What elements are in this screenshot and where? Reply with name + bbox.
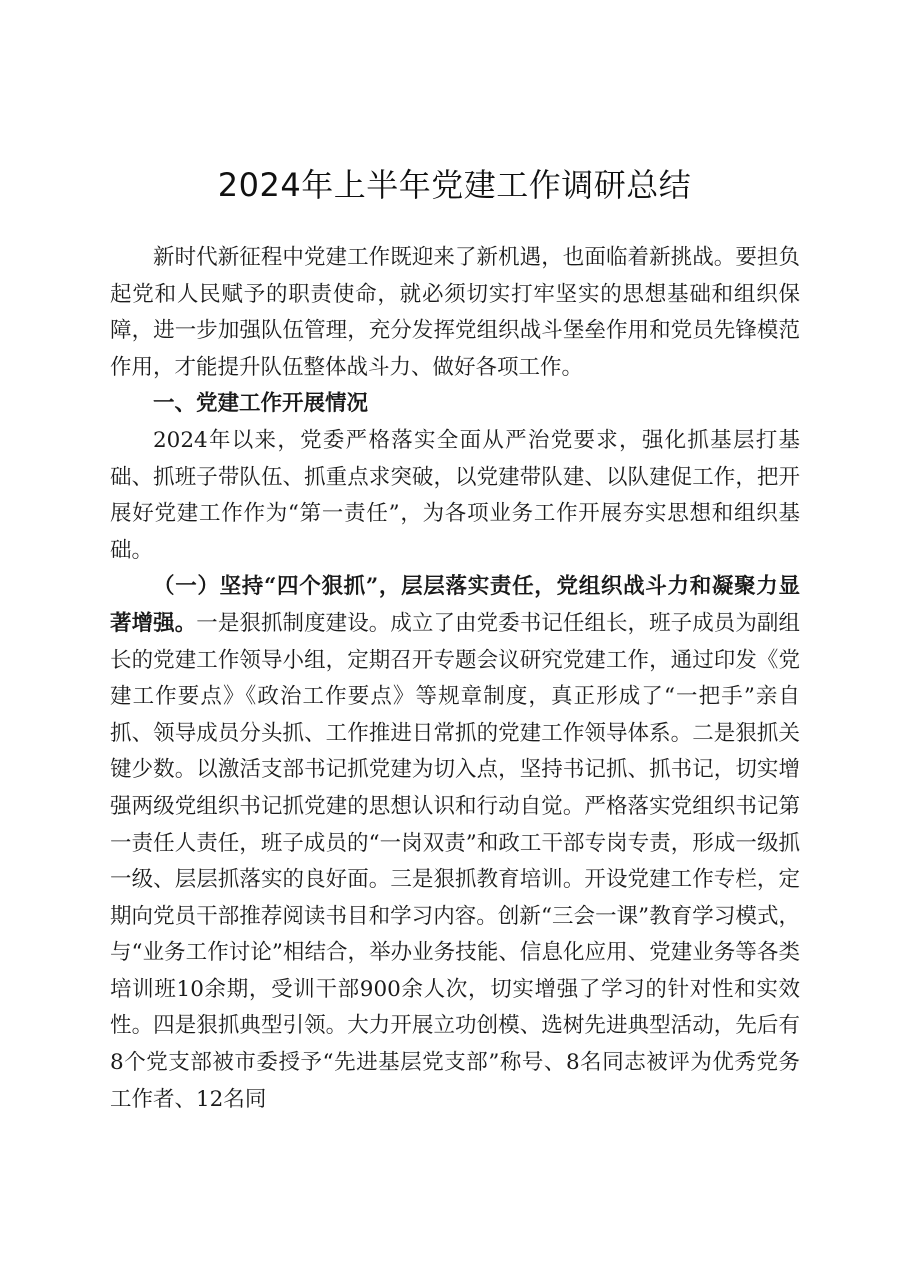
intro-paragraph: 新时代新征程中党建工作既迎来了新机遇，也面临着新挑战。要担负起党和人民赋予的职责使命，就必须切实打牢坚实的思想基础和组织保障，进一步加强队伍管理，充分发挥党组织战斗堡垒作用和党员先锋模范作用，才能提升队伍整体战斗力、做好各项工作。 <box>110 245 800 380</box>
subsection-body: 一是狠抓制度建设。成立了由党委书记任组长，班子成员为副组长的党建工作领导小组，定期召开专题会议研究党建工作，通过印发《党建工作要点》《政治工作要点》等规章制度，真正形成了“一把手”亲自抓、领导成员分头抓、工作推进日常抓的党建工作领导体系。二是狠抓关键少数。以激活支部书记抓党建为切入点，坚持书记抓、抓书记，切实增强两级党组织书记抓党建的思想认识和行动自觉。严格落实党组织书记第一责任人责任，班子成员的“一岗双责”和政工干部专岗专责，形成一级抓一级、层层抓落实的良好面。三是狠抓教育培训。开设党建工作专栏，定期向党员干部推荐阅读书目和学习内容。创新“三会一课”教育学习模式，与“业务工作讨论”相结合，举办业务技能、信息化应用、党建业务等各类培训班10余期，受训干部900余人次，切实增强了学习的针对性和实效性。四是狠抓典型引领。大力开展立功创模、选树先进典型活动，先后有8个党支部被市委授予“先进基层党支部”称号、8名同志被评为优秀党务工作者、12名同 <box>110 610 800 1112</box>
section-paragraph: 2024年以来，党委严格落实全面从严治党要求，强化抓基层打基础、抓班子带队伍、抓重点求突破，以党建带队建、以队建促工作，把开展好党建工作作为“第一责任”，为各项业务工作开展夯实思想和组织基础。 <box>110 427 800 563</box>
subsection-heading: （一）坚持“四个狠抓”，层层落实责任，党组织战斗力和凝聚力显著增强。 <box>110 574 800 636</box>
subsection-paragraph <box>110 569 800 1118</box>
section-heading: 一、党建工作开展情况 <box>153 391 369 417</box>
document-title: 2024年上半年党建工作调研总结 <box>217 166 692 204</box>
document-body <box>110 240 800 1118</box>
